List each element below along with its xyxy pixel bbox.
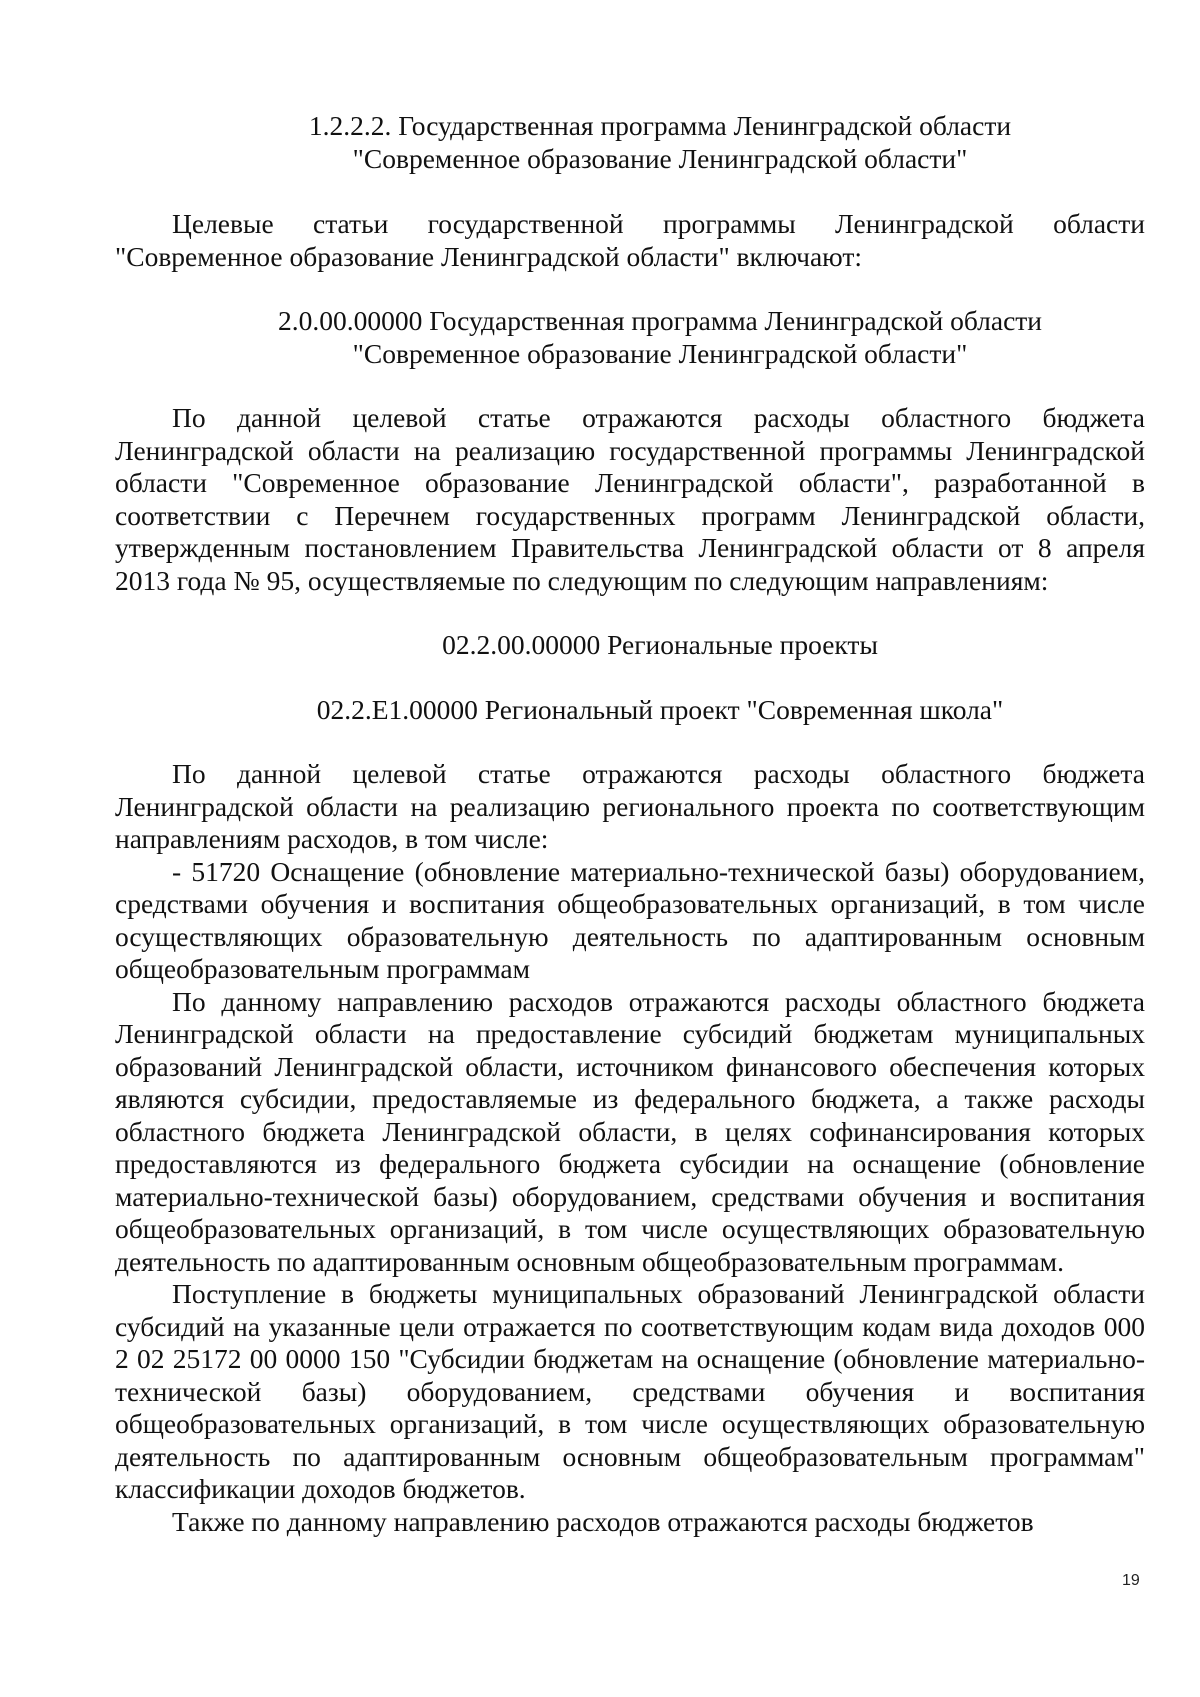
direction-paragraph-1: По данному направлению расходов отражаются расходы областного бюджета Ленинградской области на предоставление субсидий бюджетам муниципальных образований Ленинградской области, источником финансового обеспечения которых являются субсидии, предоставляемые из федерального бюджета, а также расходы областного бюджета Ленинградской области, в целях софинансирования которых предоставляются из федерального бюджета субсидии на оснащение (обновление материально-технической базы) оборудованием, средствами обучения и воспитания общеобразовательных организаций, в том числе осуществляющих образовательную деятельность по адаптированным основным общеобразовательным программам. — [115, 985, 1145, 1277]
article-paragraph: По данной целевой статье отражаются расходы областного бюджета Ленинградской области на реализацию государственной программы Ленинградской области "Современное образование Ленинградской области", разработанной в соответствии с Перечнем государственных программ Ленинградской области, утвержденным постановлением Правительства Ленинградской области от 8 апреля 2013 года № 95, осуществляемые по следующим по следующим направлениям: — [115, 402, 1145, 596]
direction-item: - 51720 Оснащение (обновление материально-технической базы) оборудованием, средствами обучения и воспитания общеобразовательных организаций, в том числе осуществляющих образовательную деятельность по адаптированным основным общеобразовательным программам — [115, 855, 1145, 984]
subheading-regional-projects: 02.2.00.00000 Региональные проекты — [442, 629, 878, 660]
regional-project-paragraph: По данной целевой статье отражаются расходы областного бюджета Ленинградской области на реализацию регионального проекта по соответствующим направлениям расходов, в том числе: — [115, 758, 1145, 854]
spacer — [115, 726, 1145, 758]
article-heading-line-2: "Современное образование Ленинградской области" — [352, 337, 968, 369]
intro-paragraph: Целевые статьи государственной программы Ленинградской области "Современное образование Ленинградской области" включают: — [115, 208, 1145, 272]
spacer — [115, 273, 1145, 305]
spacer — [115, 370, 1145, 402]
direction-paragraph-2: Поступление в бюджеты муниципальных образований Ленинградской области субсидий на указанные цели отражается по соответствующим кодам вида доходов 000 2 02 25172 00 0000 150 "Субсидии бюджетам на оснащение (обновление материально-технической базы) оборудованием, средствами обучения и воспитания общеобразовательных организаций, в том числе осуществляющих образовательную деятельность по адаптированным основным общеобразовательным программам" классификации доходов бюджетов. — [115, 1278, 1145, 1504]
section-heading-line-1: 1.2.2.2. Государственная программа Ленинградской области — [308, 110, 1012, 141]
spacer — [115, 175, 1145, 208]
page-number: 19 — [1122, 1572, 1140, 1589]
spacer — [115, 597, 1145, 629]
section-heading-line-2: "Современное образование Ленинградской области" — [352, 142, 968, 174]
article-heading-line-1: 2.0.00.00000 Государственная программа Ленинградской области — [277, 305, 1043, 336]
document-page — [115, 110, 1145, 1538]
spacer — [115, 662, 1145, 694]
subheading-modern-school: 02.2.E1.00000 Региональный проект "Современная школа" — [316, 693, 1004, 725]
direction-paragraph-3: Также по данному направлению расходов отражаются расходы бюджетов — [172, 1505, 1034, 1537]
